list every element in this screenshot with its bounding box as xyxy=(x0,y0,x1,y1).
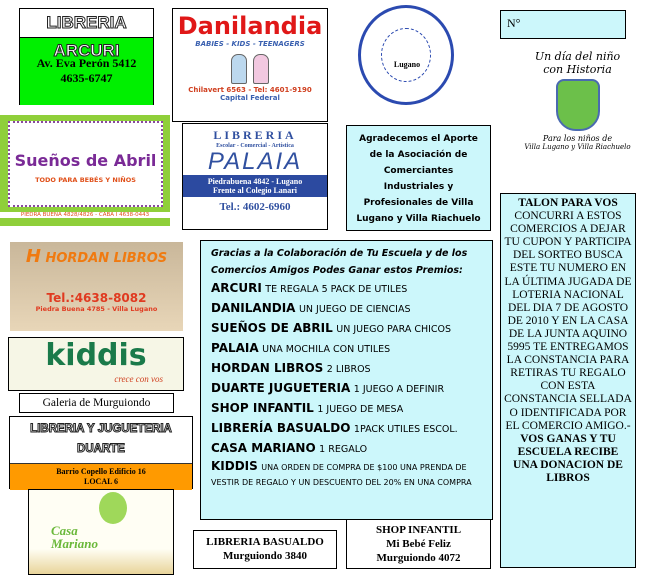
dia-nino-title: Un día del niño xyxy=(534,50,621,63)
casa-mariano-name2: Mariano xyxy=(51,536,98,551)
palaia-sub: Escolar - Comercial - Artística xyxy=(216,143,294,149)
prize-description: UNA ORDEN DE COMPRA DE $100 UNA PRENDA DE VESTIR DE REGALO Y UN DESCUENTO DEL 20% EN UNA COMPRA xyxy=(211,463,472,487)
prize-item xyxy=(211,379,482,399)
acknowledgement-text: Agradecemos el Aporte de la Asociación de Comerciantes Industriales y Profesionales de Villa Lugano y Villa Riachuelo xyxy=(356,134,481,224)
acknowledgement-box xyxy=(346,125,491,231)
union-logo-inner-ring xyxy=(381,28,431,82)
hordan-name: HORDAN LIBROS xyxy=(45,251,168,266)
ticket-number-label: N° xyxy=(507,16,521,30)
talon-footer: VOS GANAS Y TU ESCUELA RECIBE UNA DONACION DE LIBROS xyxy=(513,432,623,484)
prize-list xyxy=(211,279,482,490)
talon-title: TALON PARA VOS xyxy=(518,197,618,209)
prize-description: 1 REGALO xyxy=(319,444,368,455)
arcuri-ad xyxy=(19,8,154,105)
prize-store: KIDDIS xyxy=(211,459,258,473)
kiddis-tagline: crece con vos xyxy=(114,374,163,384)
prize-store: CASA MARIANO xyxy=(211,441,316,455)
casa-mariano-ad xyxy=(28,489,174,575)
prize-description: 2 LIBROS xyxy=(326,364,371,375)
arcuri-title: LIBRERIA ARCURI xyxy=(20,9,153,38)
shop-sub: Mi Bebé Feliz xyxy=(386,538,451,550)
duarte-local: LOCAL 6 xyxy=(83,477,118,486)
prize-store: HORDAN LIBROS xyxy=(211,361,324,375)
danilandia-tagline: BABIES - KIDS - TEENAGERS xyxy=(195,40,305,48)
suenos-address: PIEDRA BUENA 4828/4826 - CABA I 4638-0443 xyxy=(0,212,170,218)
prize-item xyxy=(211,319,482,339)
dia-nino-title2: con Historia xyxy=(543,63,612,76)
prize-store: ARCURI xyxy=(211,281,262,295)
duarte-title: LIBRERIA Y JUGUETERIA xyxy=(30,423,172,435)
basualdo-address: Murguiondo 3840 xyxy=(222,550,308,562)
prize-description: 1 JUEGO A DEFINIR xyxy=(353,384,445,395)
dia-nino-sub: Para los niños de xyxy=(542,134,613,143)
prize-item xyxy=(211,419,482,439)
prize-description: TE REGALA 5 PACK DE UTILES xyxy=(265,284,408,295)
arcuri-phone: 4635-6747 xyxy=(60,71,113,85)
suenos-tagline: TODO PARA BEBÉS Y NIÑOS xyxy=(35,176,136,184)
prize-item xyxy=(211,439,482,459)
shop-name: SHOP INFANTIL xyxy=(375,524,462,536)
palaia-top: LIBRERIA xyxy=(213,128,297,142)
prize-store: PALAIA xyxy=(211,341,259,355)
union-logo-center: Lugano xyxy=(393,60,421,69)
basualdo-name: LIBRERIA BASUALDO xyxy=(206,536,324,548)
prize-description: 1PACK UTILES ESCOL. xyxy=(353,424,458,435)
prize-item xyxy=(211,279,482,299)
arcuri-address: Av. Eva Perón 5412 xyxy=(36,56,137,70)
basualdo-ad xyxy=(193,530,337,569)
talon-box xyxy=(500,193,636,568)
danilandia-city: Capital Federal xyxy=(220,94,280,102)
danilandia-name: Danilandia xyxy=(177,12,323,40)
prize-description: 1 JUEGO DE MESA xyxy=(317,404,404,415)
ticket-number-box[interactable] xyxy=(500,10,626,39)
dia-nino-sub2: Villa Lugano y Villa Riachuelo xyxy=(524,143,631,151)
prize-description: UN JUEGO PARA CHICOS xyxy=(336,324,452,335)
bear-illustration xyxy=(99,492,127,524)
hordan-h-icon: H xyxy=(25,246,41,267)
palaia-phone: Tel.: 4602-6960 xyxy=(219,201,291,213)
prize-store: DUARTE JUGUETERIA xyxy=(211,381,351,395)
mascot-illustration xyxy=(556,79,600,131)
hordan-address: Piedra Buena 4785 - Villa Lugano xyxy=(35,305,158,313)
galeria-label: Galeria de Murguiondo xyxy=(19,393,174,413)
prize-store: LIBRERÍA BASUALDO xyxy=(211,421,351,435)
prize-description: UNA MOCHILA CON UTILES xyxy=(262,344,391,355)
prizes-box xyxy=(200,240,493,520)
danilandia-address: Chilavert 6563 - Tel: 4601-9190 xyxy=(188,86,312,94)
palaia-address2: Frente al Colegio Lanari xyxy=(212,186,298,195)
prize-store: SUEÑOS DE ABRIL xyxy=(211,321,333,335)
kiddis-ad xyxy=(8,337,184,391)
prize-store: SHOP INFANTIL xyxy=(211,401,314,415)
kiddis-name: kiddis xyxy=(45,338,147,373)
duarte-address: Barrio Copello Edificio 16 xyxy=(56,467,146,476)
prizes-intro: Gracias a la Colaboración de Tu Escuela y de los Comercios Amigos Podes Ganar estos Premios: xyxy=(211,248,468,276)
suenos-ad xyxy=(0,115,170,226)
talon-body: CONCURRI A ESTOS COMERCIOS A DEJAR TU CUPON Y PARTICIPA DEL SORTEO BUSCA ESTE TU NUMERO EN LA ÚLTIMA JUGADA DE LOTERIA NACIONAL DEL DIA 7 DE AGOSTO DE 2010 Y EN LA CASA DE LA JUNTA AQUINO 5995 TE ENTREGAMOS LA CONSTANCIA PARA RETIRAS TU REGALO CON ESTA CONSTANCIA SELLADA O IDENTIFICADA POR EL COMERCIO AMIGO.- xyxy=(504,210,632,432)
palaia-address: Piedrabuena 4842 - Lugano xyxy=(207,177,303,186)
casa-mariano-name: Casa xyxy=(51,523,78,538)
suenos-name: Sueños de Abril xyxy=(14,151,157,170)
duarte-ad xyxy=(9,416,193,489)
shop-infantil-ad xyxy=(346,519,491,569)
duarte-title2: DUARTE xyxy=(77,443,125,455)
prize-description: UN JUEGO DE CIENCIAS xyxy=(298,304,411,315)
danilandia-ad xyxy=(172,8,328,122)
dia-nino-logo xyxy=(510,50,645,168)
hordan-phone: Tel.:4638-8082 xyxy=(46,291,147,305)
prize-store: DANILANDIA xyxy=(211,301,296,315)
prize-item xyxy=(211,299,482,319)
union-logo xyxy=(358,5,454,105)
prize-item xyxy=(211,359,482,379)
palaia-name: PALAIA xyxy=(207,148,303,175)
palaia-ad xyxy=(182,123,328,230)
prize-item xyxy=(211,399,482,419)
kids-illustration xyxy=(173,48,327,86)
prize-item xyxy=(211,339,482,359)
prize-item xyxy=(211,459,482,490)
shop-address: Murguiondo 4072 xyxy=(376,552,461,564)
hordan-ad xyxy=(10,242,183,331)
